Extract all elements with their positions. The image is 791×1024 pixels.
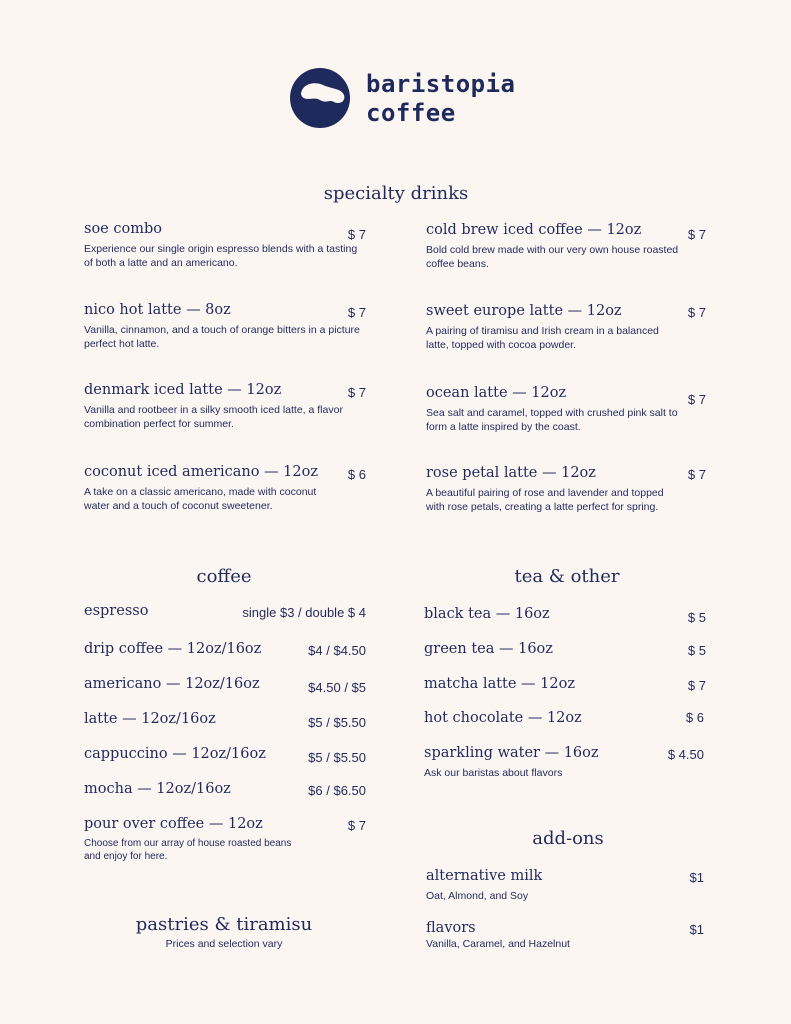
addon-item xyxy=(426,920,704,951)
coffee-item xyxy=(84,641,366,657)
item-description: Sea salt and caramel, topped with crushed pink salt to form a latte inspired by the coast. xyxy=(426,407,678,433)
item-price: $ 7 xyxy=(687,227,706,242)
item-description: Bold cold brew made with our very own house roasted coffee beans. xyxy=(426,244,679,270)
coffee-item xyxy=(84,711,366,730)
section-title-tea: tea & other xyxy=(514,566,620,587)
item-description: A pairing of tiramisu and Irish cream in a balanced latte, topped with cocoa powder. xyxy=(426,325,659,351)
item-description: Vanilla and rootbeer in a silky smooth iced latte, a flavor combination perfect for summer. xyxy=(84,404,343,430)
tea-item xyxy=(424,641,706,657)
item-name: hot chocolate — 12oz xyxy=(424,710,582,726)
item-price: $6 / $6.50 xyxy=(308,783,366,798)
item-description: Oat, Almond, and Soy xyxy=(426,890,529,902)
item-name: green tea — 16oz xyxy=(424,641,553,657)
coffee-item xyxy=(84,746,366,765)
specialty-item xyxy=(84,464,366,513)
item-price: $ 7 xyxy=(347,227,366,242)
specialty-item xyxy=(426,303,706,352)
brand-line-2: coffee xyxy=(366,99,456,127)
coffee-item xyxy=(84,676,366,695)
item-name: americano — 12oz/16oz xyxy=(84,676,260,692)
section-title-addons: add-ons xyxy=(532,828,604,849)
item-price: $1 xyxy=(689,870,704,885)
item-name: matcha latte — 12oz xyxy=(424,676,575,692)
item-name: black tea — 16oz xyxy=(424,606,550,622)
item-name: rose petal latte — 12oz xyxy=(426,465,596,481)
item-price: single $3 / double $ 4 xyxy=(242,605,366,620)
tea-item xyxy=(424,710,706,726)
section-title-specialty: specialty drinks xyxy=(323,183,469,204)
item-name: denmark iced latte — 12oz xyxy=(84,382,282,398)
tea-item xyxy=(424,606,706,625)
item-price: $1 xyxy=(689,922,704,937)
item-price: $ 6 xyxy=(685,710,704,725)
item-price: $4.50 / $5 xyxy=(308,680,366,695)
specialty-item xyxy=(426,222,706,271)
brand-line-1: baristopia xyxy=(366,70,516,98)
item-price: $ 5 xyxy=(687,610,706,625)
coffee-item xyxy=(84,781,366,797)
item-name: soe combo xyxy=(84,221,162,237)
item-description: A take on a classic americano, made with coconut water and a touch of coconut sweetener. xyxy=(84,486,317,512)
item-name: latte — 12oz/16oz xyxy=(84,711,216,727)
item-description: Experience our single origin espresso blends with a tasting of both a latte and an americano. xyxy=(84,243,358,269)
item-name: espresso xyxy=(84,603,149,619)
item-price: $ 4.50 xyxy=(667,747,704,762)
item-price: $ 7 xyxy=(687,305,706,320)
item-name: mocha — 12oz/16oz xyxy=(84,781,231,797)
item-price: $5 / $5.50 xyxy=(308,750,366,765)
item-description: Vanilla, cinnamon, and a touch of orange bitters in a picture perfect hot latte. xyxy=(84,324,360,350)
item-price: $ 7 xyxy=(347,305,366,320)
item-name: sweet europe latte — 12oz xyxy=(426,303,622,319)
item-name: flavors xyxy=(426,920,476,936)
item-name: alternative milk xyxy=(426,868,543,884)
item-price: $ 7 xyxy=(687,392,706,407)
brand-name xyxy=(366,70,516,128)
item-name: cappuccino — 12oz/16oz xyxy=(84,746,266,762)
item-price: $ 7 xyxy=(687,467,706,482)
item-name: pour over coffee — 12oz xyxy=(84,816,263,832)
item-price: $ 7 xyxy=(687,678,706,693)
item-description: Choose from our array of house roasted beans and enjoy for here. xyxy=(84,838,292,862)
item-price: $5 / $5.50 xyxy=(308,715,366,730)
tea-item xyxy=(424,745,706,780)
specialty-item xyxy=(84,382,366,431)
item-price: $ 6 xyxy=(347,467,366,482)
coffee-item xyxy=(84,816,366,863)
section-title-coffee: coffee xyxy=(196,566,252,587)
item-price: $4 / $4.50 xyxy=(308,643,366,658)
item-name: cold brew iced coffee — 12oz xyxy=(426,222,642,238)
item-name: sparkling water — 16oz xyxy=(424,745,599,761)
item-name: coconut iced americano — 12oz xyxy=(84,464,318,480)
item-price: $ 5 xyxy=(687,643,706,658)
coffee-item xyxy=(84,603,366,619)
item-description: Ask our baristas about flavors xyxy=(424,767,563,779)
item-name: nico hot latte — 8oz xyxy=(84,302,231,318)
specialty-item xyxy=(84,221,366,270)
section-title-pastries: pastries & tiramisu xyxy=(135,914,313,935)
pastries-note: Prices and selection vary xyxy=(165,938,283,950)
item-name: ocean latte — 12oz xyxy=(426,385,567,401)
addon-item xyxy=(426,868,704,903)
item-price: $ 7 xyxy=(347,818,366,833)
specialty-item xyxy=(426,465,706,514)
tea-item xyxy=(424,676,706,692)
specialty-item xyxy=(84,302,366,351)
item-name: drip coffee — 12oz/16oz xyxy=(84,641,262,657)
item-description: Vanilla, Caramel, and Hazelnut xyxy=(426,938,570,950)
item-price: $ 7 xyxy=(347,385,366,400)
coffee-bean-logo-icon xyxy=(289,67,351,129)
item-description: A beautiful pairing of rose and lavender and topped with rose petals, creating a latte perfect for spring. xyxy=(426,487,664,513)
specialty-item xyxy=(426,385,706,434)
